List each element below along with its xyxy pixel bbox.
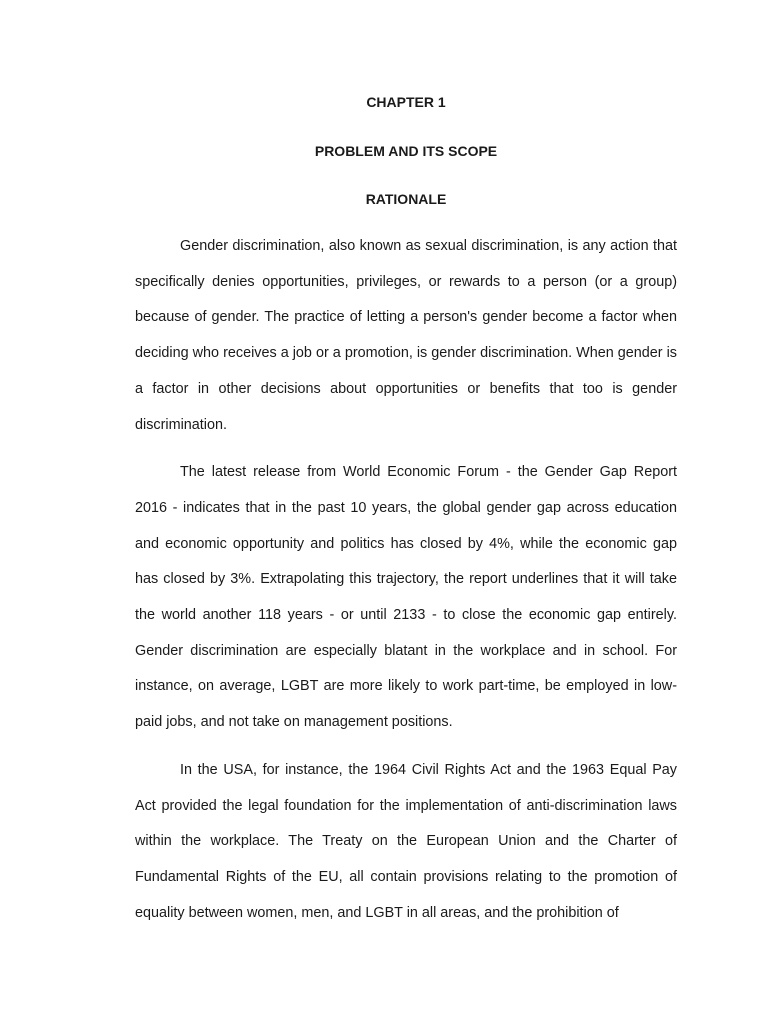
chapter-heading: CHAPTER 1 [366,94,446,110]
paragraph: In the USA, for instance, the 1964 Civil Rights Act and the 1963 Equal Pay Act provided the legal foundation for the implementation of anti-discrimination laws within the workplace. The Treaty on the European Union and the Charter of Fundamental Rights of the EU, all contain provisions relating to the promotion of equality between women, men, and LGBT in all areas, and the prohibition of [135,761,677,921]
section-heading: RATIONALE [365,191,447,207]
paragraph: Gender discrimination, also known as sexual discrimination, is any action that specifically denies opportunities, privileges, or rewards to a person (or a group) because of gender. The practice of letting a person's gender become a factor when deciding who receives a job or a promotion, is gender discrimination. When gender is a factor in other decisions about opportunities or benefits that too is gender discrimination. [135,238,677,433]
chapter-title: PROBLEM AND ITS SCOPE [314,143,498,159]
body-text [135,229,677,943]
paragraph: The latest release from World Economic Forum - the Gender Gap Report 2016 - indicates that in the past 10 years, the global gender gap across education and economic opportunity and politics has closed by 4%, while the economic gap has closed by 3%. Extrapolating this trajectory, the report underlines that it will take the world another 118 years - or until 2133 - to close the economic gap entirely. Gender discrimination are especially blatant in the workplace and in school. For instance, on average, LGBT are more likely to work part-time, be employed in low-paid jobs, and not take on management positions. [135,464,677,731]
